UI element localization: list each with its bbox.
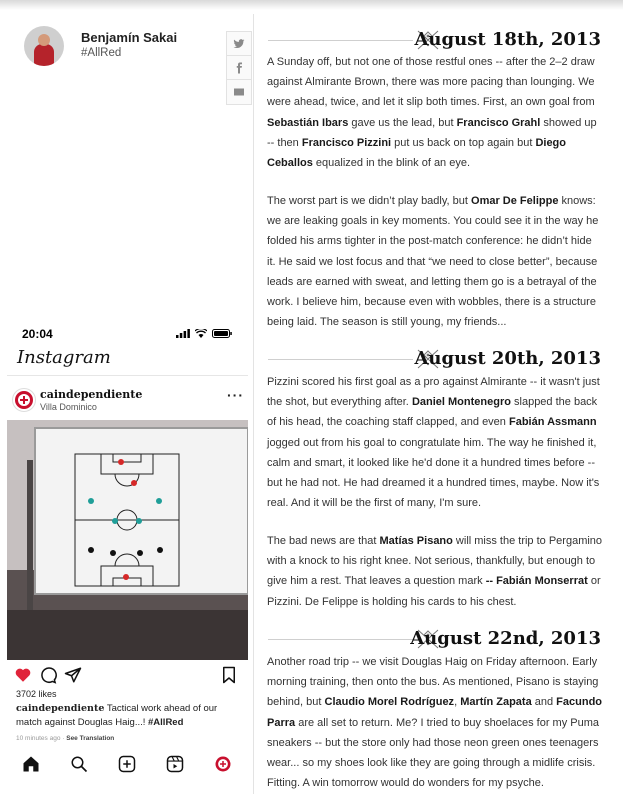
- bold-name: Daniel Montenegro: [411, 396, 511, 409]
- column-divider: [253, 14, 254, 794]
- share-facebook-button[interactable]: [226, 55, 252, 81]
- instagram-logo[interactable]: Instagram: [17, 347, 111, 368]
- player-marker: [137, 550, 143, 556]
- wifi-icon: [195, 329, 207, 338]
- bold-name: Fabián Assmann: [508, 416, 597, 429]
- search-icon[interactable]: [70, 755, 88, 773]
- mail-icon: [233, 86, 245, 98]
- post-header: [268, 27, 601, 53]
- status-icons: [176, 329, 232, 338]
- post-paragraph: The bad news are that Matías Pisano will miss the trip to Pergamino with a knock to his right knee. Not serious, thankfully, but enough to give him a rest. That leaves a question mark -- Fabián Monserrat or Pizzini. De Felippe is holding his cards to his chest.: [267, 535, 603, 608]
- header-rule: [268, 40, 413, 41]
- club-crest-icon: [13, 389, 35, 411]
- share-twitter-button[interactable]: [226, 31, 252, 57]
- bold-name: -- Fabián Monserrat: [485, 575, 588, 588]
- player-marker: [110, 550, 116, 556]
- author-name[interactable]: Benjamín Sakai: [81, 30, 178, 45]
- share-mail-button[interactable]: [226, 79, 252, 105]
- instagram-embed: [7, 321, 248, 785]
- club-crest-avatar[interactable]: [12, 388, 36, 412]
- home-icon[interactable]: [22, 755, 40, 773]
- bold-name: Sebastián Ibars: [267, 116, 349, 129]
- bookmark-icon[interactable]: [220, 666, 238, 684]
- author-avatar[interactable]: [24, 26, 64, 66]
- post-header: [268, 626, 601, 652]
- player-marker: [156, 498, 162, 504]
- like-heart-icon[interactable]: [14, 666, 32, 684]
- see-translation-link[interactable]: See Translation: [66, 735, 115, 742]
- header-rule: [268, 639, 413, 640]
- post-paragraph: A Sunday off, but not one of those restful ones -- after the 2–2 draw against Almirante Brown, there was more pacing than lounging. We were ahead, twice, and let it slip both times. First, an own goal from Sebastián Ibars gave us the lead, but Francisco Grahl showed up -- then Francisco Pizzini put us back on top again but Diego Ceballos equalized in the blink of an eye.: [267, 56, 597, 170]
- share-send-icon[interactable]: [64, 666, 82, 684]
- status-time: 20:04: [22, 327, 53, 341]
- caption-hashtag[interactable]: #AllRed: [148, 717, 184, 728]
- player-marker: [123, 574, 129, 580]
- new-post-icon[interactable]: [118, 755, 136, 773]
- bold-name: Francisco Grahl: [456, 116, 541, 129]
- comment-icon[interactable]: [39, 666, 57, 684]
- player-marker: [157, 547, 163, 553]
- bold-name: Martín Zapata: [460, 696, 532, 709]
- signal-icon: [176, 329, 190, 338]
- tactics-board-image: [7, 420, 248, 660]
- bold-name: Francisco Pizzini: [301, 136, 392, 149]
- avatar-shirt: [34, 44, 54, 66]
- player-marker: [88, 547, 94, 553]
- avatar-head: [38, 34, 50, 46]
- caption-text: Tactical work ahead of our match against Douglas Haig...!: [16, 703, 218, 728]
- post-date: August 22nd, 2013: [410, 628, 601, 649]
- post-photo[interactable]: [7, 420, 248, 660]
- player-marker: [131, 480, 137, 486]
- post-caption: [16, 702, 242, 730]
- player-marker: [136, 518, 142, 524]
- post-timestamp: [16, 735, 114, 742]
- bold-name: Claudio Morel Rodríguez: [324, 696, 455, 709]
- facebook-icon: [233, 62, 245, 74]
- caption-username[interactable]: caindependiente: [16, 703, 105, 714]
- player-marker: [118, 459, 124, 465]
- post-username[interactable]: caindependiente: [40, 388, 143, 401]
- header-divider: [7, 375, 248, 376]
- author-tag[interactable]: #AllRed: [81, 47, 122, 59]
- post-date: August 18th, 2013: [414, 29, 601, 50]
- player-marker: [88, 498, 94, 504]
- header-rule: [268, 359, 413, 360]
- player-marker: [112, 518, 118, 524]
- bold-name: Facundo Parra: [267, 696, 603, 729]
- like-count[interactable]: 3702 likes: [16, 689, 57, 699]
- reels-icon[interactable]: [166, 755, 184, 773]
- more-options-icon[interactable]: ···: [227, 387, 244, 403]
- bold-name: Diego Ceballos: [267, 136, 566, 170]
- post-location[interactable]: Villa Dominico: [40, 402, 97, 412]
- bottom-nav: [7, 752, 248, 778]
- post-actions: [7, 664, 248, 688]
- top-shadow: [0, 0, 623, 10]
- post-header: [268, 346, 601, 372]
- post-paragraph: Pizzini scored his first goal as a pro against Almirante -- it wasn't just the shot, but everything after. Daniel Montenegro slapped the back of his head, the coaching staff clapped, and even Fabián Assmann jogged out from his goal to congratulate him. The way he finished it, calm and smart, it looked like he'd done it a hundred times before -- but he had not. He had dreamed it a hundred times, maybe. Now it's real. And it will be the first of many, I'm sure.: [267, 376, 600, 510]
- time-ago: 10 minutes ago ·: [16, 735, 67, 742]
- bold-name: Matías Pisano: [379, 535, 453, 547]
- post-date: August 20th, 2013: [414, 348, 601, 369]
- bold-name: Omar De Felippe: [471, 195, 559, 207]
- battery-icon: [212, 329, 232, 338]
- profile-crest-icon[interactable]: [214, 755, 232, 773]
- post-paragraph: Another road trip -- we visit Douglas Haig on Friday afternoon. Early morning training, then onto the bus. As mentioned, Pisano is staying behind, but Claudio Morel Rodríguez, Martín Zapata and Facundo Parra are all set to return. Me? I tried to buy shoelaces for my Puma sneakers -- but the store only had those neon green ones teenagers wear... so my shoes look like they are going through a midlife crisis. Fitting. A win tomorrow would do wonders for my psyche.: [267, 656, 603, 790]
- twitter-icon: [233, 38, 245, 50]
- post-paragraph: The worst part is we didn’t play badly, but Omar De Felippe knows: we are leaking goals in key moments. You could see it in the way he folded his arms tighter in the post-match conference: he didn’t hide it. He said we lost focus and that “we need to close better”, because leads are earned with sweat, and letting them go is a betrayal of the work. I believe him, because even with wobbles, there is a structure being laid. The season is still young, my friends...: [267, 195, 599, 329]
